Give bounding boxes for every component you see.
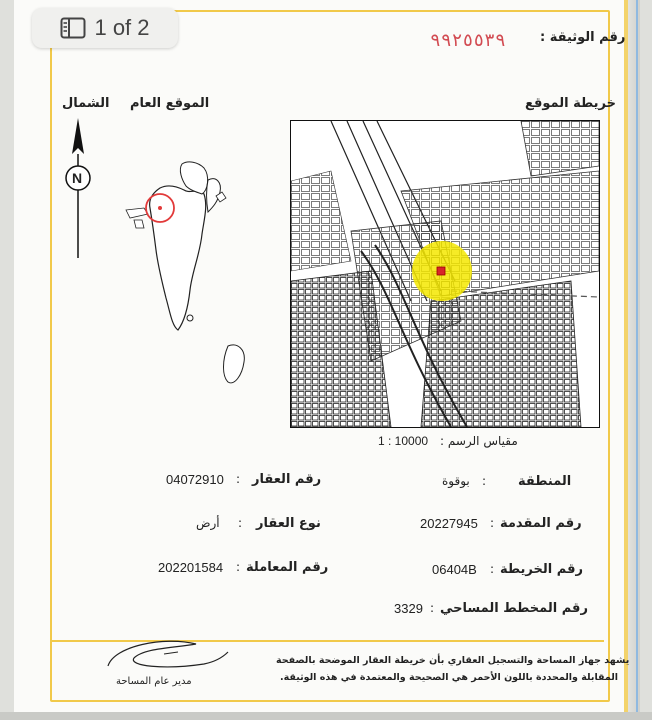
property-type-value: أرض <box>196 516 220 530</box>
application-no-value: 20227945 <box>420 516 478 531</box>
signatory-title: مدير عام المساحة <box>116 676 192 687</box>
survey-plan-label: رقم المخطط المساحي <box>440 601 588 616</box>
doc-number-label: رقم الوثيقة : <box>540 30 626 45</box>
page-border-strip <box>624 0 628 720</box>
page-bottom-shadow <box>0 712 652 720</box>
area-value: بوقوة <box>442 474 470 488</box>
scale-value: 1 : 10000 <box>378 434 429 448</box>
general-location-label: الموقع العام <box>130 96 210 111</box>
page-indicator-text: 1 of 2 <box>94 15 150 40</box>
certification-line-2: المقابلة والمحددة باللون الأحمر هي الصحيحة والمعتمدة في هذه الوثيقة. <box>280 672 619 683</box>
transaction-no-label: رقم المعاملة <box>246 560 329 575</box>
country-overview-map <box>112 150 262 400</box>
application-no-label: رقم المقدمة <box>500 516 582 531</box>
transaction-no-value: 202201584 <box>158 560 224 575</box>
site-map-label: خريطة الموقع <box>525 96 617 111</box>
site-map <box>290 120 600 428</box>
pages-icon <box>60 17 86 39</box>
survey-plan-value: 3329 <box>394 601 423 616</box>
north-arrow-icon <box>62 118 94 258</box>
north-label: الشمال <box>62 96 110 111</box>
north-letter: N <box>72 170 83 186</box>
area-label: المنطقة <box>518 474 572 489</box>
scale-label: مقياس الرسم : <box>440 434 518 448</box>
page-fold-line <box>636 0 638 720</box>
certification-line-1: يشهد جهاز المساحة والتسجيل العقاري بأن خريطة العقار الموضحة بالصفحة <box>276 655 630 666</box>
property-type-label: نوع العقار <box>256 516 321 531</box>
map-no-label: رقم الخريطة <box>500 562 583 577</box>
doc-number-stamp: ٩٩٢٥٥٣٩ <box>430 32 506 52</box>
page-indicator[interactable] <box>32 8 178 48</box>
map-no-value: 06404B <box>432 562 477 577</box>
property-no-label: رقم العقار <box>252 472 322 487</box>
property-no-value: 04072910 <box>166 472 224 487</box>
signature <box>104 636 234 680</box>
